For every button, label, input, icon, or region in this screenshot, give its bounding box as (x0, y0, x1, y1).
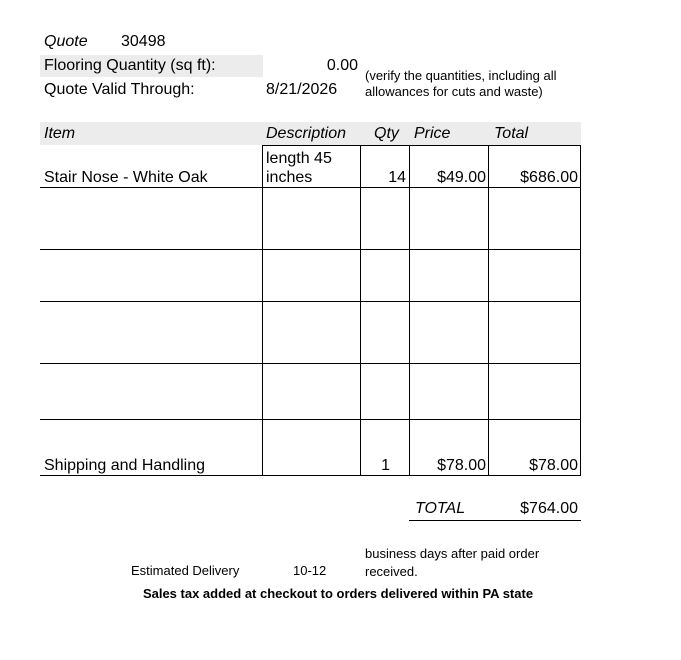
grid-line (40, 249, 581, 250)
grid-line (580, 145, 581, 476)
quote-label: Quote (44, 33, 88, 50)
verify-note-line1: (verify the quantities, including all (365, 68, 557, 83)
header-qty: Qty (374, 125, 399, 142)
grid-line (40, 187, 581, 188)
flooring-quantity-value: 0.00 (326, 57, 358, 74)
row-description-line2: inches (266, 169, 313, 186)
grid-line (40, 419, 581, 420)
sales-tax-note: Sales tax added at checkout to orders delivered within PA state (142, 586, 534, 601)
row-item: Shipping and Handling (44, 457, 206, 474)
estimated-delivery-label: Estimated Delivery (131, 563, 240, 578)
estimated-delivery-days: 10-12 (293, 563, 327, 578)
total-underline (409, 520, 581, 521)
flooring-quantity-label: Flooring Quantity (sq ft): (44, 57, 216, 74)
header-price: Price (414, 125, 451, 142)
delivery-note-line2: received. (365, 564, 418, 579)
grid-line (360, 145, 361, 476)
total-value: $764.00 (520, 500, 578, 517)
row-qty: 1 (381, 457, 390, 474)
delivery-note-line1: business days after paid order (365, 546, 540, 561)
quote-valid-date: 8/21/2026 (266, 81, 338, 98)
row-item: Stair Nose - White Oak (44, 169, 208, 186)
row-price: $78.00 (437, 457, 486, 474)
header-item: Item (44, 125, 76, 142)
header-total: Total (494, 125, 529, 142)
grid-line (40, 363, 581, 364)
grid-line (262, 145, 581, 146)
grid-line (40, 475, 581, 476)
header-description: Description (266, 125, 347, 142)
total-label: TOTAL (415, 500, 466, 517)
grid-line (40, 301, 581, 302)
grid-line (409, 145, 410, 476)
row-price: $49.00 (437, 169, 486, 186)
delivery-note (365, 545, 539, 581)
row-total: $686.00 (520, 169, 578, 186)
grid-line (262, 145, 263, 476)
verify-note (365, 68, 557, 100)
row-description-line1: length 45 (266, 150, 332, 167)
quote-number: 30498 (121, 33, 166, 50)
verify-note-line2: allowances for cuts and waste) (365, 84, 543, 99)
row-qty: 14 (388, 169, 406, 186)
quote-valid-label: Quote Valid Through: (44, 81, 195, 98)
grid-line (488, 145, 489, 476)
row-total: $78.00 (529, 457, 578, 474)
